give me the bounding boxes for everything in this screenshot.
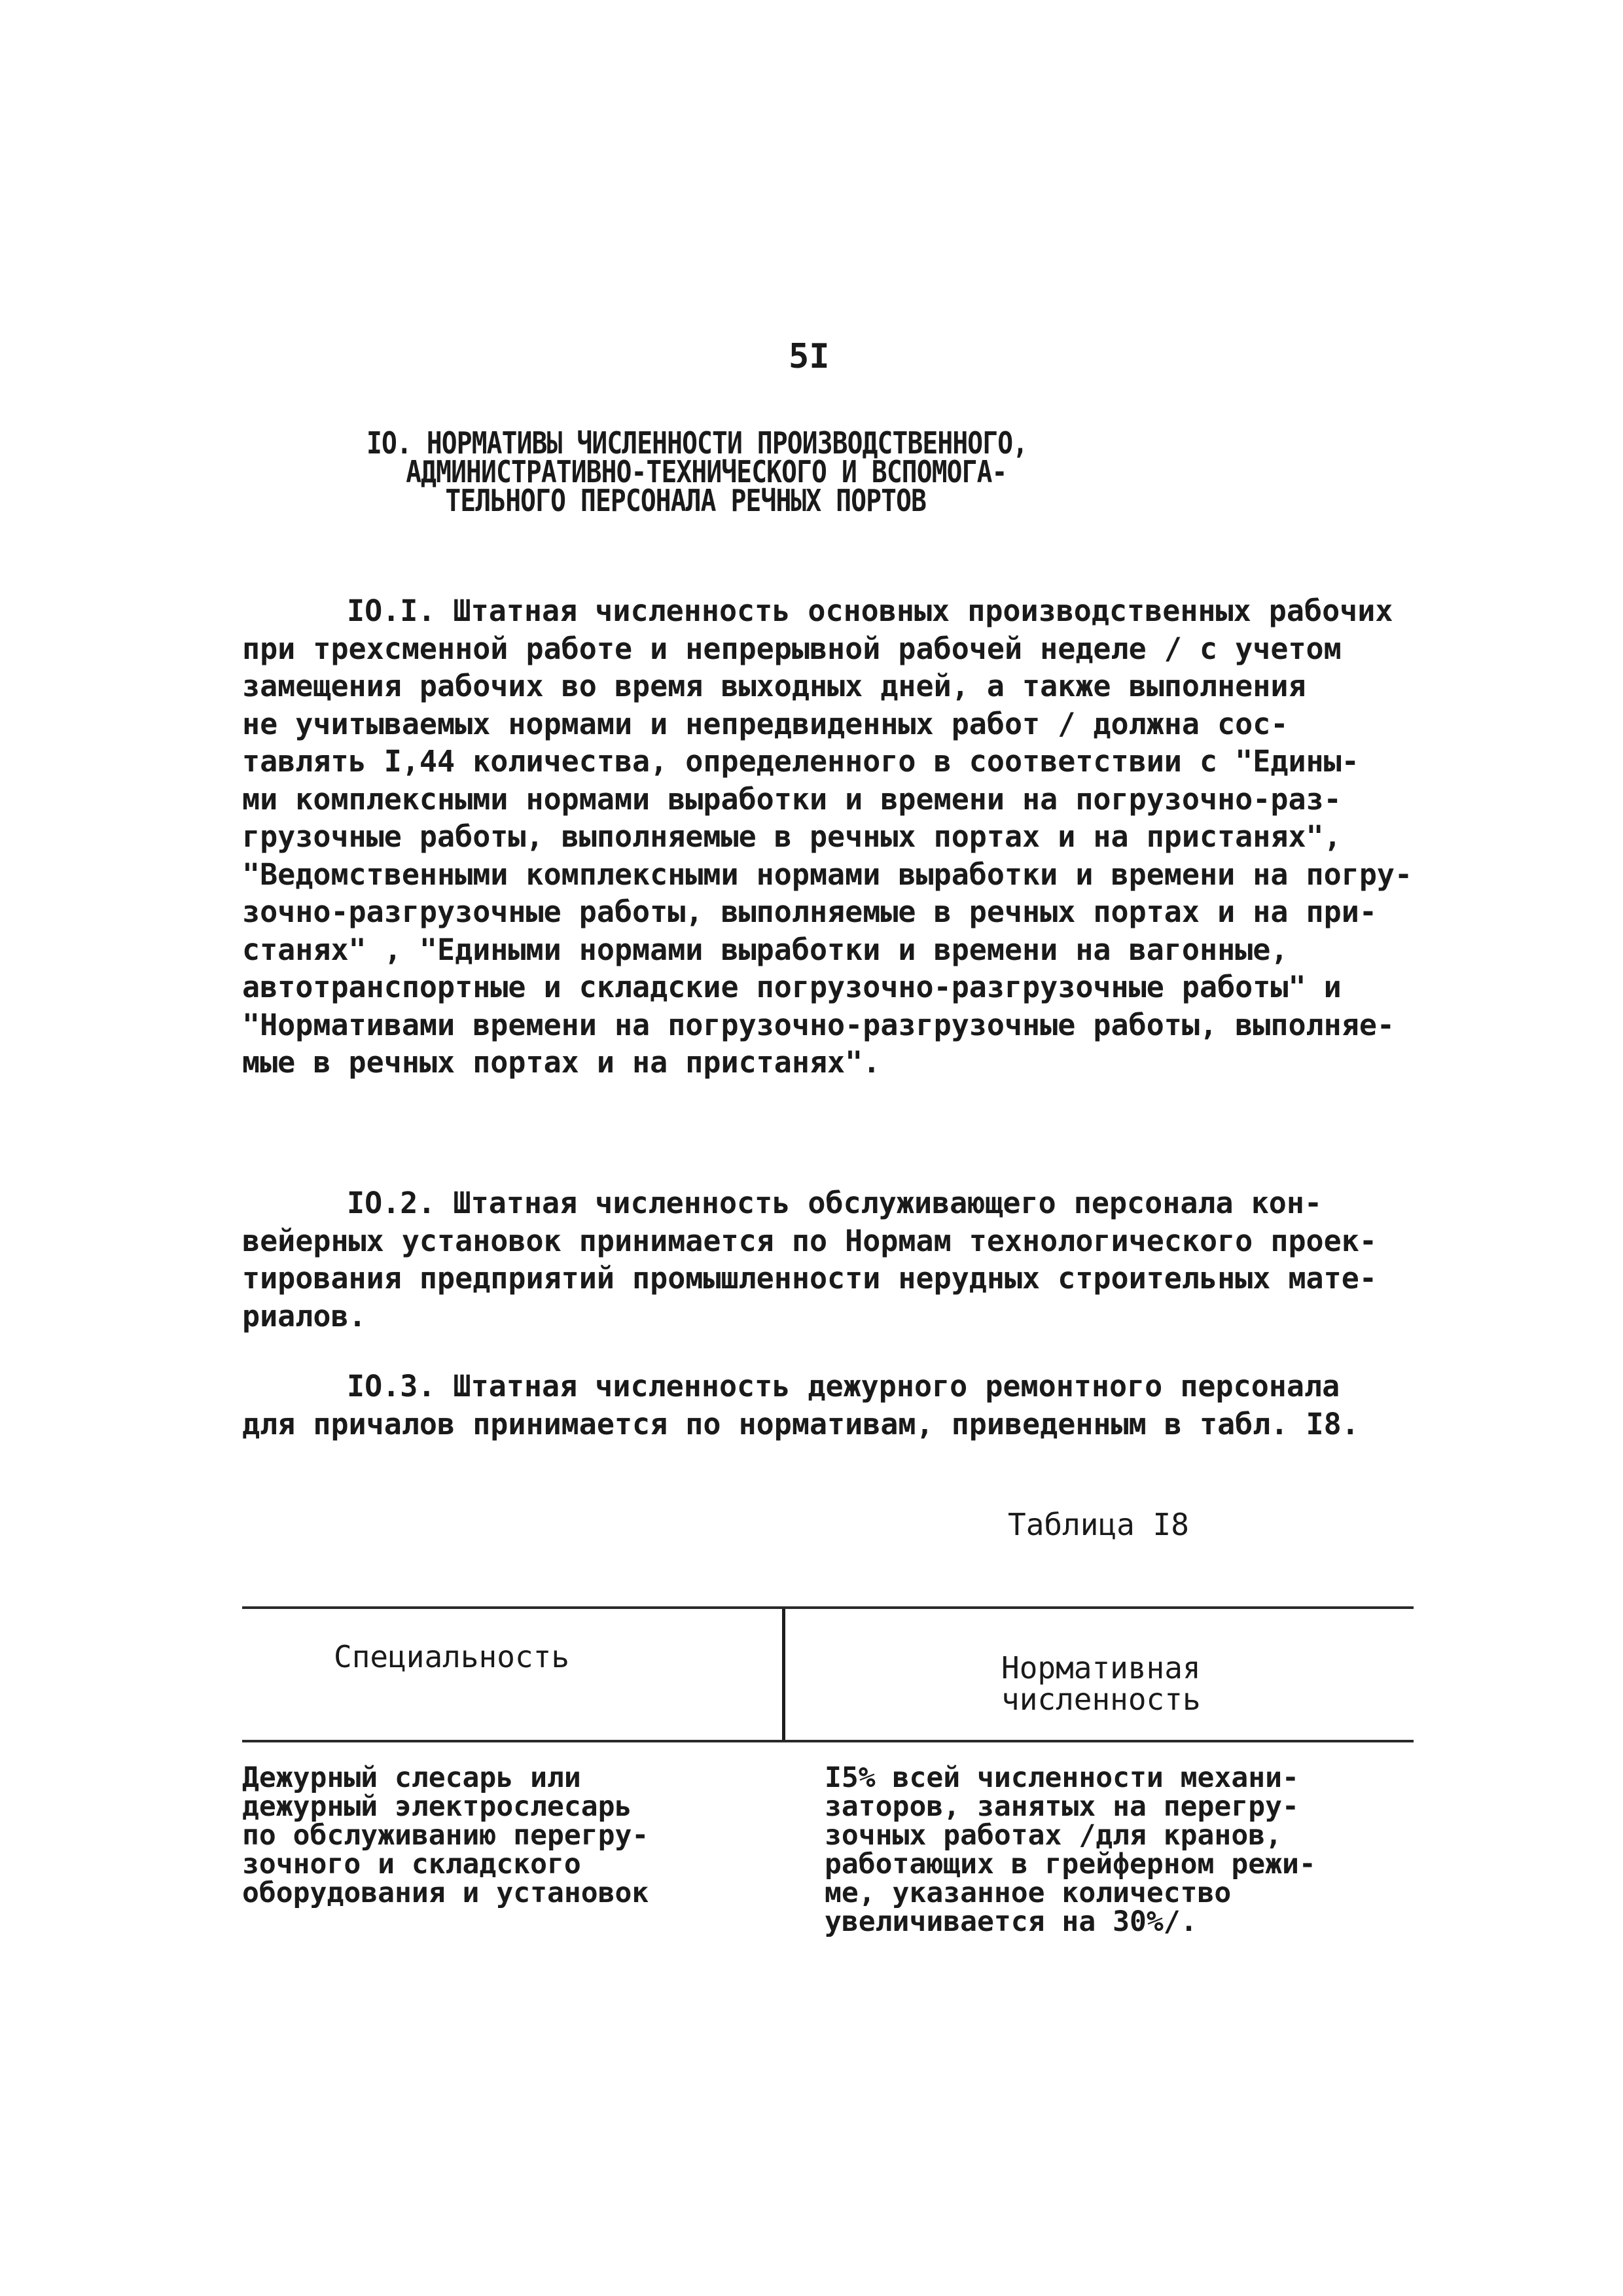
page-number: 5I (789, 337, 830, 376)
cell-line: ме, указанное количество (825, 1877, 1232, 1909)
text-line: при трехсменной работе и непрерывной рабочей неделе / с учетом (242, 631, 1342, 666)
heading-line: ТЕЛЬНОГО ПЕРСОНАЛА РЕЧНЫХ ПОРТОВ (445, 483, 927, 518)
table-cell-specialty (242, 1763, 649, 1907)
text-line: IO.I. Штатная численность основных производственных рабочих (347, 593, 1393, 628)
text-line: станях" , "Едиными нормами выработки и времени на вагонные, (242, 932, 1289, 967)
column-header-line: численность (1001, 1682, 1201, 1717)
text-line: "Ведомственными комплексными нормами выработки и времени на погру- (242, 857, 1413, 892)
text-line: вейерных установок принимается по Нормам технологического проек- (242, 1223, 1377, 1258)
text-line: замещения рабочих во время выходных дней, а также выполнения (242, 669, 1306, 703)
text-line: риалов. (242, 1298, 366, 1333)
cell-line: зочного и складского (242, 1848, 581, 1881)
text-line: тавлять I,44 количества, определенного в соответствии с "Едины- (242, 744, 1359, 779)
column-header-line: Нормативная (1001, 1650, 1201, 1686)
column-header-specialty: Специальность (334, 1639, 570, 1674)
staffing-table (242, 1606, 1414, 1979)
paragraph-10-3 (242, 1368, 1359, 1443)
paragraph-10-2 (242, 1184, 1377, 1335)
cell-line: заторов, занятых на перегру- (825, 1790, 1299, 1823)
table-top-rule (242, 1606, 1414, 1609)
text-line: IO.2. Штатная численность обслуживающего персонала кон- (347, 1186, 1323, 1220)
cell-line: увеличивается на 30%/. (825, 1905, 1198, 1938)
cell-line: работающих в грейферном режи- (825, 1848, 1316, 1881)
text-line: грузочные работы, выполняемые в речных портах и на пристанях", (242, 819, 1342, 854)
heading-line: IO. НОРМАТИВЫ ЧИСЛЕННОСТИ ПРОИЗВОДСТВЕННОГО, (366, 425, 1028, 461)
cell-line: по обслуживанию перегру- (242, 1819, 649, 1852)
cell-line: зочных работах /для кранов, (825, 1819, 1282, 1852)
table-cell-norm (825, 1763, 1316, 1936)
text-line: тирования предприятий промышленности нерудных строительных мате- (242, 1261, 1377, 1296)
text-line: зочно-разгрузочные работы, выполняемые в речных портах и на при- (242, 894, 1377, 929)
paragraph-10-1 (242, 592, 1412, 1082)
text-line: мые в речных портах и на пристанях". (242, 1045, 881, 1080)
cell-line: Дежурный слесарь или (242, 1761, 581, 1794)
text-line: "Нормативами времени на погрузочно-разгрузочные работы, выполняе- (242, 1007, 1395, 1042)
text-line: IO.3. Штатная численность дежурного ремонтного персонала (347, 1369, 1340, 1404)
cell-line: оборудования и установок (242, 1877, 649, 1909)
table-caption: Таблица I8 (1008, 1507, 1189, 1542)
text-line: не учитываемых нормами и непредвиденных работ / должна сос- (242, 706, 1289, 741)
text-line: ми комплексными нормами выработки и времени на погрузочно-раз- (242, 781, 1342, 817)
column-header-norm (1001, 1652, 1201, 1715)
section-heading (366, 425, 1211, 518)
table-header-rule (242, 1740, 1414, 1742)
text-line: автотранспортные и складские погрузочно-разгрузочные работы" и (242, 970, 1342, 1004)
heading-line: АДМИНИСТРАТИВНО-ТЕХНИЧЕСКОГО И ВСПОМОГА- (406, 454, 1007, 489)
cell-line: I5% всей численности механи- (825, 1761, 1299, 1794)
table-column-divider (782, 1609, 785, 1740)
text-line: для причалов принимается по нормативам, приведенным в табл. I8. (242, 1406, 1359, 1441)
cell-line: дежурный электрослесарь (242, 1790, 632, 1823)
